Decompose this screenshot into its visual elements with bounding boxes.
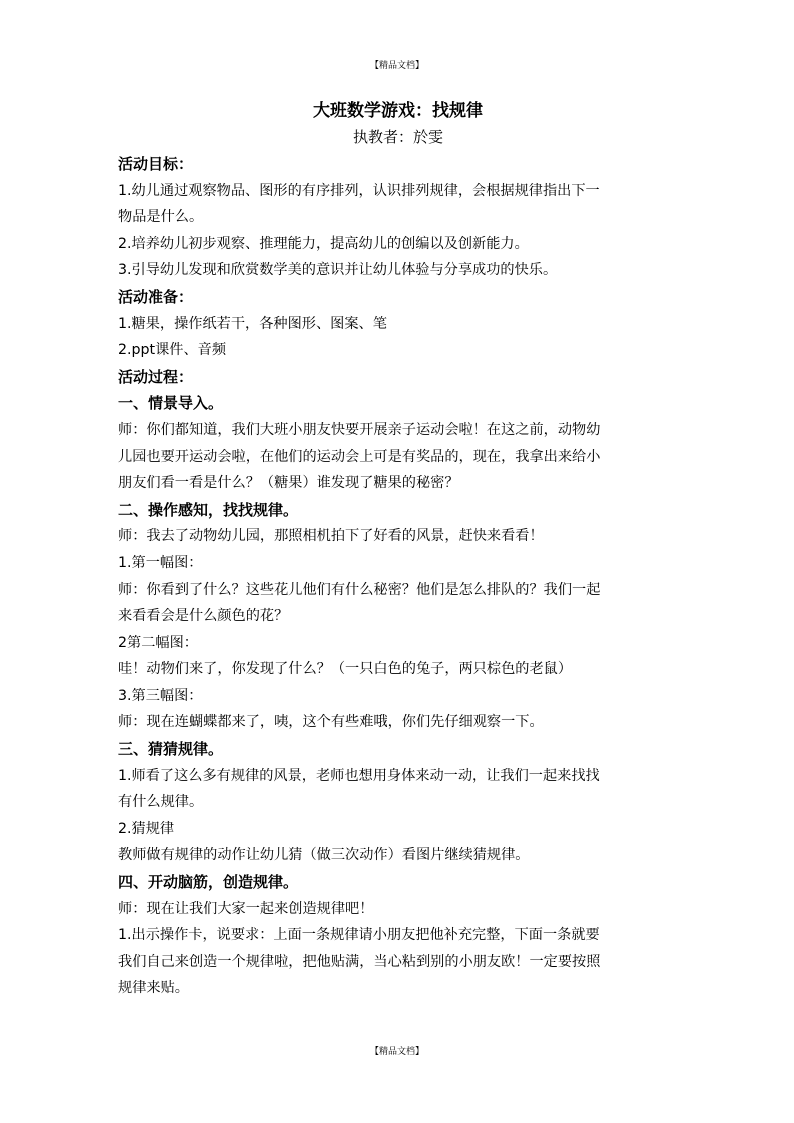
text-line: 2.培养幼儿初步观察、推理能力，提高幼儿的创编以及创新能力。: [118, 235, 529, 252]
page-header-tag: 【精品文档】: [369, 61, 424, 71]
section-heading: 活动过程：: [118, 367, 194, 386]
text-line: 1.幼儿通过观察物品、图形的有序排列，认识排列规律，会根据规律指出下一: [118, 182, 600, 199]
text-line: 2.ppt课件、音频: [118, 342, 227, 359]
text-line: 有什么规律。: [118, 794, 204, 811]
document-blocks: [118, 151, 678, 1002]
text-line: 师：你们都知道，我们大班小朋友快要开展亲子运动会啦！在这之前，动物幼: [118, 421, 601, 438]
section-heading: 三、猜猜规律。: [118, 740, 224, 759]
document-author: 执教者：於雯: [352, 128, 443, 146]
text-line: 3.引导幼儿发现和欣赏数学美的意识并让幼儿体验与分享成功的快乐。: [118, 262, 558, 279]
section-heading: 活动目标：: [118, 155, 194, 173]
text-line: 我们自己来创造一个规律啦，把他贴满，当心粘到别的小朋友欧！一定要按照: [118, 953, 601, 970]
text-line: 哇！动物们来了，你发现了什么？（一只白色的兔子，两只棕色的老鼠）: [118, 661, 573, 678]
section-heading: 一、情景导入。: [118, 394, 224, 413]
text-line: 师：现在连蝴蝶都来了，咦，这个有些难哦，你们先仔细观察一下。: [118, 714, 544, 731]
text-line: 师：现在让我们大家一起来创造规律吧！: [118, 900, 374, 917]
text-line: 师：你看到了什么？这些花儿他们有什么秘密？他们是怎么排队的？我们一起: [118, 581, 601, 598]
text-line: 教师做有规律的动作让幼儿猜（做三次动作）看图片继续猜规律。: [118, 847, 530, 864]
text-line: 师：我去了动物幼儿园，那照相机拍下了好看的风景，赶快来看看！: [118, 528, 544, 545]
document-body: [118, 98, 678, 1002]
text-line: 来看看会是什么颜色的花？: [118, 608, 289, 625]
section-heading: 活动准备：: [118, 287, 194, 306]
text-line: 物品是什么。: [118, 209, 204, 226]
text-line: 2.猜规律: [118, 820, 175, 837]
document-title: 大班数学游戏：找规律: [313, 101, 483, 121]
text-line: 规律来贴。: [118, 980, 189, 997]
text-line: 朋友们看一看是什么？（糖果）谁发现了糖果的秘密？: [118, 475, 459, 492]
text-line: 3.第三幅图：: [118, 687, 203, 704]
section-heading: 四、开动脑筋，创造规律。: [118, 873, 299, 892]
text-line: 儿园也要开运动会啦，在他们的运动会上可是有奖品的，现在，我拿出来给小: [118, 448, 601, 465]
text-line: 2第二幅图：: [118, 634, 198, 651]
section-heading: 二、操作感知，找找规律。: [118, 500, 299, 519]
text-line: 1.第一幅图：: [118, 554, 203, 571]
text-line: 1.糖果，操作纸若干，各种图形、图案、笔: [118, 315, 387, 332]
page-footer-tag: 【精品文档】: [369, 1047, 424, 1057]
text-line: 1.出示操作卡，说要求：上面一条规律请小朋友把他补充完整，下面一条就要: [118, 927, 600, 944]
text-line: 1.师看了这么多有规律的风景，老师也想用身体来动一动，让我们一起来找找: [118, 767, 600, 784]
